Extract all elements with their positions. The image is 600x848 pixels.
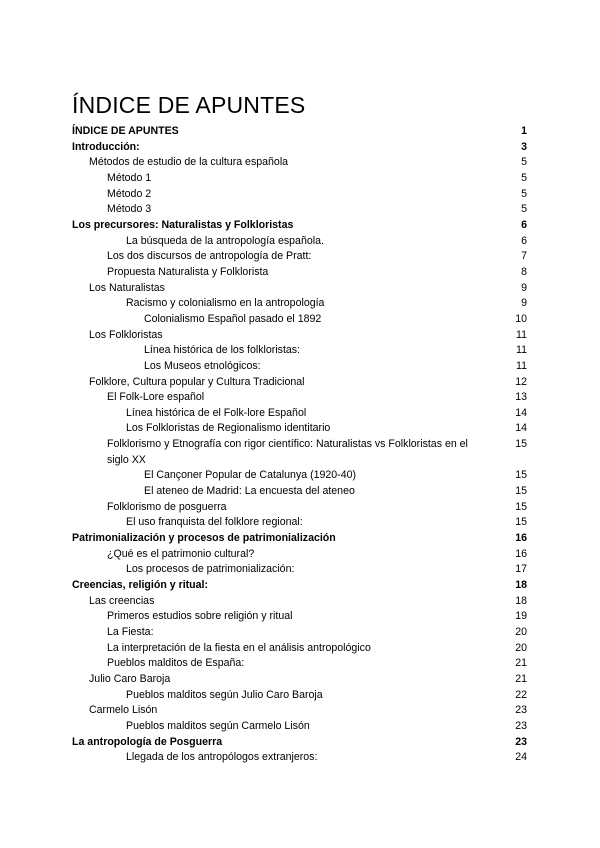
toc-entry-page: 3 bbox=[521, 140, 527, 153]
toc-entry-title: Línea histórica de los folkloristas: bbox=[144, 344, 301, 357]
toc-entry[interactable] bbox=[72, 703, 527, 719]
toc-entry-title: Pueblos malditos según Julio Caro Baroja bbox=[126, 688, 323, 701]
toc-entry-title: Método 1 bbox=[107, 171, 152, 184]
toc-entry-page: 19 bbox=[515, 610, 527, 623]
toc-entry[interactable] bbox=[72, 375, 527, 391]
toc-entry-page: 9 bbox=[521, 297, 527, 310]
toc-entry-page: 18 bbox=[515, 594, 527, 607]
toc-entry[interactable] bbox=[72, 750, 527, 766]
toc-entry-title: La antropología de Posguerra bbox=[72, 735, 223, 748]
toc-entry-page: 22 bbox=[515, 688, 527, 701]
toc-entry[interactable] bbox=[72, 562, 527, 578]
toc-entry-page: 16 bbox=[515, 532, 527, 545]
toc-entry-page: 18 bbox=[515, 579, 527, 592]
toc-entry[interactable] bbox=[72, 672, 527, 688]
toc-entry[interactable] bbox=[72, 390, 527, 406]
toc-entry-title: Propuesta Naturalista y Folklorista bbox=[107, 265, 269, 278]
toc-entry-page: 15 bbox=[515, 485, 527, 498]
toc-entry[interactable] bbox=[72, 140, 527, 156]
toc-entry-page: 8 bbox=[521, 265, 527, 278]
toc-entry[interactable] bbox=[72, 688, 527, 704]
toc-entry-page: 11 bbox=[516, 328, 527, 341]
toc-entry[interactable] bbox=[72, 312, 527, 328]
toc-entry[interactable] bbox=[72, 547, 527, 563]
toc-entry[interactable] bbox=[72, 359, 527, 375]
toc-entry-page: 15 bbox=[515, 469, 527, 482]
toc-entry[interactable] bbox=[72, 641, 527, 657]
toc-entry-title: Los Folkloristas bbox=[89, 328, 163, 341]
toc-entry[interactable] bbox=[72, 531, 527, 547]
toc-entry-page: 23 bbox=[515, 719, 527, 732]
toc-entry-title: Introducción: bbox=[72, 140, 140, 153]
toc-entry[interactable] bbox=[72, 437, 527, 468]
toc-entry-page: 5 bbox=[521, 171, 527, 184]
toc-entry-page: 15 bbox=[515, 516, 527, 529]
toc-entry-page: 15 bbox=[515, 500, 527, 513]
toc-entry[interactable] bbox=[72, 594, 527, 610]
toc-entry[interactable] bbox=[72, 155, 527, 171]
toc-entry-title: ÍNDICE DE APUNTES bbox=[72, 125, 179, 137]
toc-entry-title: Patrimonialización y procesos de patrimonialización bbox=[72, 532, 336, 545]
toc-entry[interactable] bbox=[72, 609, 527, 625]
toc-entry-page: 5 bbox=[521, 187, 527, 200]
toc-entry[interactable] bbox=[72, 281, 527, 297]
toc-entry-title: Colonialismo Español pasado el 1892 bbox=[144, 312, 322, 325]
toc-entry-title: El ateneo de Madrid: La encuesta del ateneo bbox=[144, 485, 355, 498]
toc-entry-title: Racismo y colonialismo en la antropología bbox=[126, 297, 325, 310]
toc-entry-title: Los procesos de patrimonialización: bbox=[126, 563, 295, 576]
toc-entry[interactable] bbox=[72, 187, 527, 203]
toc-entry-title: Los Folkloristas de Regionalismo identitario bbox=[126, 422, 331, 435]
toc-entry-page: 14 bbox=[515, 422, 527, 435]
toc-entry[interactable] bbox=[72, 735, 527, 751]
toc-entry-page: 17 bbox=[515, 563, 527, 576]
toc-entry-page: 21 bbox=[515, 672, 527, 685]
toc-entry-page: 9 bbox=[521, 281, 527, 294]
toc-entry-page: 10 bbox=[515, 312, 527, 325]
toc-entry-title: El Cançoner Popular de Catalunya (1920-40) bbox=[144, 469, 357, 482]
toc-entry-page: 12 bbox=[515, 375, 527, 388]
toc-entry[interactable] bbox=[72, 578, 527, 594]
toc-entry-page: 7 bbox=[521, 250, 527, 263]
toc-entry[interactable] bbox=[72, 328, 527, 344]
toc-entry-page: 14 bbox=[515, 406, 527, 419]
toc-entry-page: 6 bbox=[521, 234, 527, 247]
table-of-contents bbox=[72, 124, 527, 766]
toc-entry[interactable] bbox=[72, 343, 527, 359]
toc-entry-title: El uso franquista del folklore regional: bbox=[126, 516, 303, 529]
toc-entry-page: 20 bbox=[515, 626, 527, 638]
toc-entry-page: 21 bbox=[515, 657, 527, 670]
toc-entry[interactable] bbox=[72, 218, 527, 234]
toc-entry[interactable] bbox=[72, 171, 527, 187]
toc-entry-title: Pueblos malditos de España: bbox=[107, 657, 245, 670]
toc-entry[interactable] bbox=[72, 500, 527, 516]
toc-entry-title: ¿Qué es el patrimonio cultural? bbox=[107, 547, 255, 560]
toc-entry-page: 23 bbox=[515, 704, 527, 717]
toc-entry-page: 23 bbox=[515, 735, 527, 748]
toc-entry-title: Carmelo Lisón bbox=[89, 704, 158, 717]
toc-entry[interactable] bbox=[72, 484, 527, 500]
toc-entry-page: 11 bbox=[516, 344, 527, 357]
toc-entry[interactable] bbox=[72, 202, 527, 218]
toc-entry-title: El Folk-Lore español bbox=[107, 391, 205, 404]
toc-entry[interactable] bbox=[72, 515, 527, 531]
toc-entry-page: 11 bbox=[516, 359, 527, 372]
toc-entry-page: 13 bbox=[515, 391, 527, 404]
toc-entry-page: 1 bbox=[521, 125, 527, 137]
toc-entry-title: Los Museos etnológicos: bbox=[144, 359, 261, 372]
toc-entry-page: 20 bbox=[515, 641, 527, 654]
toc-entry[interactable] bbox=[72, 406, 527, 422]
toc-entry[interactable] bbox=[72, 625, 527, 641]
page-title: ÍNDICE DE APUNTES bbox=[72, 92, 306, 118]
toc-entry-title: Folklorismo de posguerra bbox=[107, 500, 227, 513]
toc-entry-page: 16 bbox=[515, 547, 527, 560]
toc-entry[interactable] bbox=[72, 234, 527, 250]
toc-entry-title: Creencias, religión y ritual: bbox=[72, 579, 208, 592]
toc-entry[interactable] bbox=[72, 249, 527, 265]
toc-entry-title: La Fiesta: bbox=[107, 626, 154, 638]
toc-entry-title: Las creencias bbox=[89, 594, 155, 607]
toc-entry-title: Los dos discursos de antropología de Pratt: bbox=[107, 250, 312, 263]
toc-entry[interactable] bbox=[72, 719, 527, 735]
toc-entry-page: 6 bbox=[521, 218, 527, 231]
toc-entry-page: 15 bbox=[515, 438, 527, 451]
toc-entry[interactable] bbox=[72, 124, 527, 140]
toc-entry-page: 24 bbox=[515, 751, 527, 764]
toc-entry[interactable] bbox=[72, 468, 527, 484]
toc-entry-title: Método 3 bbox=[107, 203, 152, 216]
toc-entry-title: Primeros estudios sobre religión y ritual bbox=[107, 610, 293, 623]
toc-entry-title: Folklore, Cultura popular y Cultura Tradicional bbox=[89, 375, 305, 388]
toc-entry[interactable] bbox=[72, 265, 527, 281]
toc-entry[interactable] bbox=[72, 656, 527, 672]
toc-entry-title: Línea histórica de el Folk-lore Español bbox=[126, 406, 307, 419]
toc-entry-title: Métodos de estudio de la cultura española bbox=[89, 156, 289, 169]
toc-entry-title: Pueblos malditos según Carmelo Lisón bbox=[126, 719, 310, 732]
toc-entry[interactable] bbox=[72, 421, 527, 437]
toc-entry-title: Folklorismo y Etnografía con rigor científico: Naturalistas vs Folkloristas en el siglo XX bbox=[107, 438, 468, 466]
toc-entry-page: 5 bbox=[521, 203, 527, 216]
toc-entry-title: Los Naturalistas bbox=[89, 281, 165, 294]
toc-entry[interactable] bbox=[72, 296, 527, 312]
toc-entry-title: Llegada de los antropólogos extranjeros: bbox=[126, 751, 318, 764]
toc-entry-title: La interpretación de la fiesta en el análisis antropológico bbox=[107, 641, 371, 654]
toc-entry-title: La búsqueda de la antropología española. bbox=[126, 234, 324, 247]
toc-entry-page: 5 bbox=[521, 156, 527, 169]
toc-entry-title: Método 2 bbox=[107, 187, 152, 200]
toc-entry-title: Julio Caro Baroja bbox=[89, 672, 171, 685]
toc-entry-title: Los precursores: Naturalistas y Folkloristas bbox=[72, 218, 294, 231]
